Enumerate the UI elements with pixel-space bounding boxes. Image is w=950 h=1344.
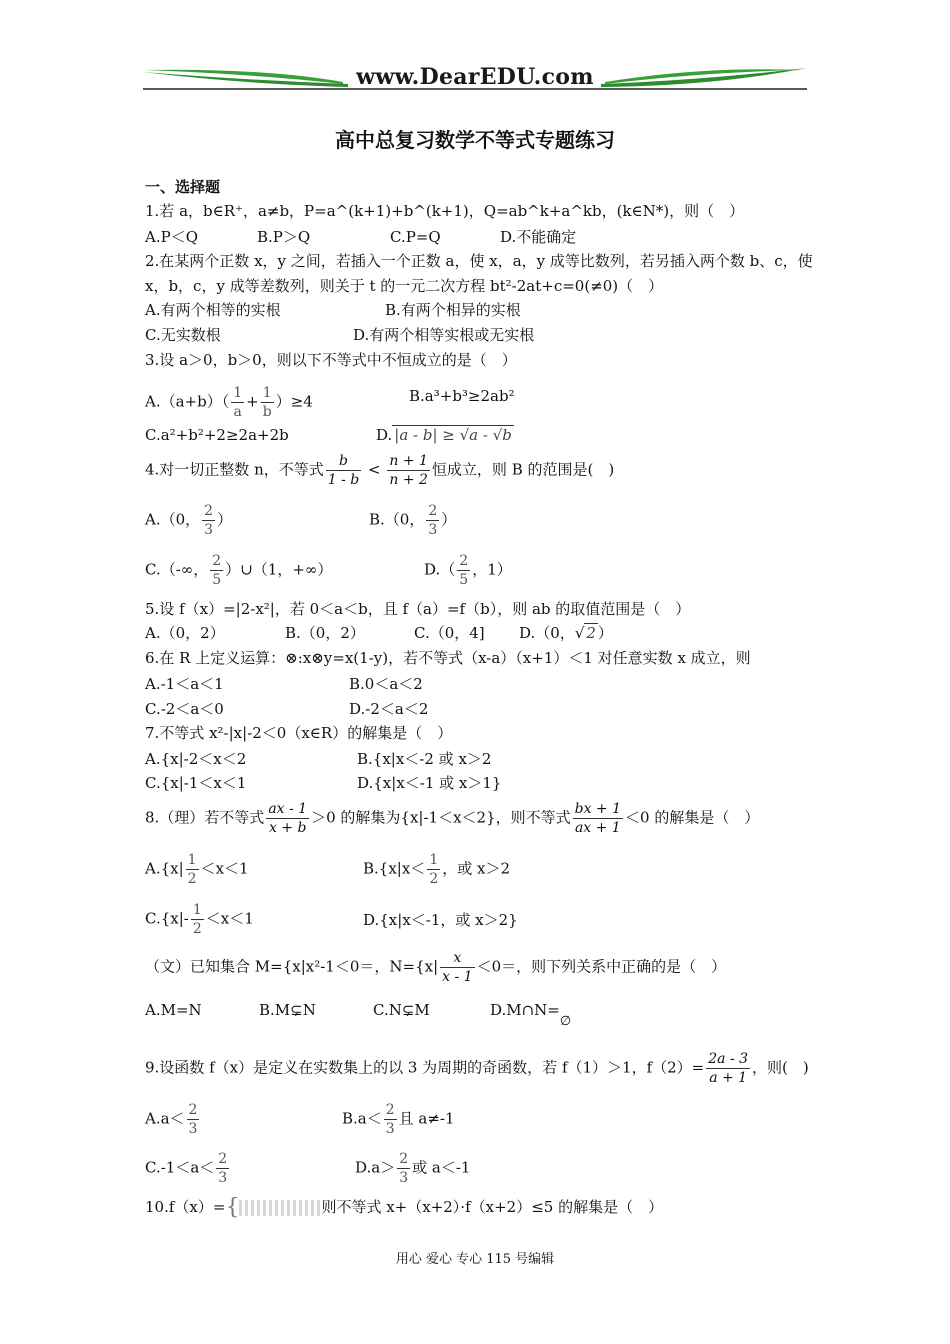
fraction-denominator: 5: [212, 572, 222, 588]
q9-stem-prefix: 9.设函数 f（x）是定义在实数集上的以 3 为周期的奇函数，若 f（1）＞1，f（2）=: [145, 1058, 705, 1077]
q8-wen-option-b: B.M⊊N: [259, 1001, 316, 1019]
empty-set-symbol: ∅: [559, 1014, 572, 1029]
fraction-numerator: 2: [204, 503, 214, 519]
q8-option-c: [145, 901, 254, 938]
fraction-numerator: 2: [212, 553, 222, 569]
banner-site-text: www.DearEDU.com: [356, 64, 594, 90]
question-3-stem: 3.设 a＞0，b＞0，则以下不等式中不恒成立的是（ ）: [145, 351, 517, 369]
fraction-bx-1-over-ax-1: [573, 800, 623, 837]
fraction-1-over-b: [261, 384, 274, 421]
q1-option-d: D.不能确定: [500, 228, 577, 246]
fraction-2-over-3: [397, 1150, 410, 1187]
q3-d-expression: |a - b| ≥ √a - √b: [394, 426, 512, 444]
q10-stem-prefix: 10.f（x）=: [145, 1198, 226, 1216]
fraction-denominator: 1 - b: [327, 472, 360, 488]
fraction-x-over-x-1: [440, 949, 474, 986]
q2-option-a: A.有两个相等的实根: [145, 301, 281, 319]
q10-stem-suffix: 则不等式 x+（x+2）·f（x+2）≤5 的解集是（ ）: [321, 1198, 664, 1216]
q4-stem-prefix: 4.对一切正整数 n，不等式: [145, 460, 324, 479]
question-7-stem: 7.不等式 x²-|x|-2＜0（x∈R）的解集是（ ）: [145, 724, 453, 742]
q4-b-suffix: ）: [441, 510, 457, 529]
q8-stem-suffix: ＜0 的解集是（ ）: [625, 808, 760, 827]
q4-b-prefix: B.（0，: [369, 510, 425, 529]
q5-option-d: [519, 623, 613, 643]
q8-wen-option-a: A.M=N: [145, 1001, 202, 1019]
page-footer: 用心 爱心 专心 115 号编辑: [395, 1252, 555, 1267]
fraction-2-over-5: [210, 552, 223, 589]
q7-option-b: B.{x|x＜-2 或 x＞2: [357, 750, 492, 768]
fraction-numerator: ax - 1: [268, 801, 308, 817]
fraction-numerator: bx + 1: [574, 801, 622, 817]
q9-stem-suffix: ，则( ): [752, 1058, 809, 1077]
question-8-wen-stem: [145, 949, 726, 986]
fraction-denominator: 3: [188, 1121, 198, 1137]
q3-option-b: B.a³+b³≥2ab²: [409, 387, 515, 405]
q1-option-a: A.P＜Q: [145, 228, 198, 246]
fraction-denominator: ax + 1: [574, 820, 621, 836]
fraction-denominator: x - 1: [442, 969, 473, 985]
q8-wen-suffix: ＜0＝，则下列关系中正确的是（ ）: [476, 957, 727, 976]
q4-option-b: [369, 502, 456, 539]
q8-b-suffix: ，或 x＞2: [442, 859, 511, 878]
q5-d-prefix: D.（0，: [519, 624, 575, 642]
q8-stem-prefix: 8.（理）若不等式: [145, 808, 265, 827]
q6-option-a: A.-1＜a＜1: [145, 675, 224, 693]
fraction-numerator: b: [326, 452, 362, 471]
q2-option-c: C.无实数根: [145, 326, 221, 344]
q2-option-b: B.有两个相异的实根: [385, 301, 521, 319]
q4-option-a: [145, 502, 232, 539]
question-4-stem: 4.对一切正整数 n，不等式 $\frac{b}{1 - b}$ < $\frac{n + 1}{n + 2}$ 恒成立，则 B 的范围是( ): [145, 453, 615, 488]
q8-a-prefix: A.{x|: [145, 859, 184, 878]
fraction-numerator: 1: [192, 902, 202, 918]
q6-option-c: C.-2＜a＜0: [145, 700, 224, 718]
q9-a-prefix: A.a＜: [145, 1109, 185, 1128]
question-10-stem: [145, 1195, 664, 1220]
q8-c-suffix: ＜x＜1: [205, 909, 254, 928]
q4-a-prefix: A.（0，: [145, 510, 201, 529]
fraction-2-over-3: [202, 502, 215, 539]
fraction-numerator: 1: [261, 384, 274, 403]
q8-a-suffix: ＜x＜1: [200, 859, 249, 878]
fraction-denominator: 3: [399, 1170, 409, 1186]
fraction-numerator: 2: [428, 503, 438, 519]
fraction-denominator: x + b: [268, 820, 307, 836]
fraction-numerator: x: [440, 949, 474, 968]
fraction-2-over-3: [384, 1101, 397, 1138]
fraction-numerator: 2: [385, 1102, 395, 1118]
q4-d-prefix: D.（: [424, 560, 456, 579]
fraction-numerator: 2: [218, 1151, 228, 1167]
q9-option-c: [145, 1150, 231, 1187]
fraction-denominator: 3: [385, 1121, 395, 1137]
q9-option-d: [355, 1150, 470, 1187]
fraction-2-over-3: [187, 1101, 200, 1138]
q8-wen-option-d: [490, 1000, 572, 1029]
fraction-ax-1-over-x-b: [266, 800, 309, 837]
q8-stem-middle: ＞0 的解集为{x|-1＜x＜2}，则不等式: [311, 808, 571, 827]
q4-c-suffix: ）∪（1，+∞）: [225, 560, 333, 579]
q4-option-c: [145, 552, 332, 589]
q9-b-suffix: 且 a≠-1: [398, 1109, 455, 1128]
sqrt-radicand: 2: [586, 624, 596, 642]
piecewise-brace: {: [225, 1195, 240, 1220]
q6-option-b: B.0＜a＜2: [349, 675, 423, 693]
fraction-2a-3-over-a-1: [706, 1050, 750, 1087]
q8-wd-prefix: D.M∩N=: [490, 1001, 560, 1019]
fraction-b-over-1-minus-b: [326, 452, 362, 489]
q8-option-a: [145, 851, 249, 888]
q7-option-c: C.{x|-1＜x＜1: [145, 774, 247, 792]
q7-option-a: A.{x|-2＜x＜2: [145, 750, 247, 768]
question-9-stem: [145, 1050, 809, 1087]
fraction-denominator: 3: [218, 1170, 228, 1186]
fraction-denominator: 2: [429, 871, 439, 887]
fraction-numerator: 2: [188, 1102, 198, 1118]
fraction-denominator: 2: [187, 871, 197, 887]
q5-option-c: C.（0，4]: [414, 624, 485, 642]
fraction-denominator: 2: [192, 921, 202, 937]
q8-option-d: D.{x|x＜-1，或 x＞2}: [363, 911, 518, 929]
sqrt-symbol: √: [574, 624, 585, 642]
q8-b-prefix: B.{x|x＜: [363, 859, 426, 878]
q4-stem-suffix: 恒成立，则 B 的范围是( ): [431, 460, 615, 479]
fraction-numerator: n + 1: [389, 453, 428, 469]
q5-option-a: A.（0，2）: [145, 624, 225, 642]
question-1-stem: 1.若 a，b∈R⁺，a≠b，P=a^(k+1)+b^(k+1)，Q=ab^k+a^kb，(k∈N*)，则（ ）: [145, 202, 745, 220]
page-title: 高中总复习数学不等式专题练习: [335, 128, 615, 152]
q8-c-prefix: C.{x|-: [145, 909, 189, 928]
question-2-stem-1: 2.在某两个正数 x，y 之间，若插入一个正数 a，使 x，a，y 成等比数列，若另插入两个数 b、c，使: [145, 252, 813, 270]
question-8-stem: [145, 800, 759, 837]
fraction-2-over-3: [426, 502, 439, 539]
fraction-1-over-a: [231, 384, 244, 421]
q4-a-suffix: ）: [217, 510, 233, 529]
q5-option-b: B.（0，2）: [285, 624, 365, 642]
fraction-1-over-2: [191, 901, 204, 938]
q1-option-c: C.P=Q: [390, 228, 441, 246]
fraction-denominator: a + 1: [709, 1070, 748, 1086]
fraction-denominator: 3: [204, 522, 214, 538]
q5-d-suffix: ）: [597, 624, 613, 642]
q9-option-b: [342, 1101, 455, 1138]
fraction-n1-over-n2: [387, 452, 430, 489]
fraction-denominator: n + 2: [389, 472, 428, 488]
fraction-denominator: b: [262, 404, 272, 420]
q9-b-prefix: B.a＜: [342, 1109, 382, 1128]
question-2-stem-2: x，b，c，y 成等差数列，则关于 t 的一元二次方程 bt²-2at+c=0(≠0)（ ）: [145, 277, 664, 295]
piecewise-definition-image: [239, 1200, 321, 1216]
q3-option-a: A.（a+b）（ $\frac{1}{a}$ + $\frac{1}{b}$ ）≥4: [145, 385, 313, 420]
q4-option-d: [424, 552, 512, 589]
fraction-2-over-5: [457, 552, 470, 589]
fraction-numerator: 1: [429, 852, 439, 868]
fraction-numerator: 1: [187, 852, 197, 868]
q9-d-prefix: D.a＞: [355, 1158, 396, 1177]
q8-wen-option-c: C.N⊊M: [373, 1001, 430, 1019]
fraction-numerator: 2: [459, 553, 469, 569]
q9-c-prefix: C.-1＜a＜: [145, 1158, 215, 1177]
q4-d-suffix: ，1）: [472, 560, 512, 579]
q9-d-suffix: 或 a＜-1: [412, 1158, 471, 1177]
question-6-stem: 6.在 R 上定义运算：⊗:x⊗y=x(1-y)，若不等式（x-a）（x+1）＜1 对任意实数 x 成立，则: [145, 649, 751, 667]
q6-option-d: D.-2＜a＜2: [349, 700, 429, 718]
section-heading: 一、选择题: [145, 178, 221, 196]
q9-option-a: [145, 1101, 201, 1138]
q1-option-b: B.P＞Q: [257, 228, 311, 246]
fraction-denominator: a: [233, 404, 242, 420]
q3-option-d: [376, 425, 514, 445]
fraction-2-over-3: [216, 1150, 229, 1187]
fraction-1-over-2: [427, 851, 440, 888]
q8-option-b: [363, 851, 510, 888]
fraction-denominator: 5: [459, 572, 469, 588]
header-banner: [143, 62, 807, 94]
q8-wen-prefix: （文）已知集合 M={x|x²-1＜0＝，N={x|: [145, 957, 439, 976]
fraction-denominator: 3: [428, 522, 438, 538]
q3-option-c: C.a²+b²+2≥2a+2b: [145, 426, 289, 444]
q2-option-d: D.有两个相等实根或无实根: [353, 326, 535, 344]
q3-a-prefix: A.（a+b）（: [145, 392, 230, 411]
q4-c-prefix: C.（-∞，: [145, 560, 209, 579]
q3-a-suffix: ）≥4: [275, 392, 313, 411]
fraction-1-over-2: [186, 851, 199, 888]
fraction-numerator: 2a - 3: [708, 1051, 749, 1067]
question-5-stem: 5.设 f（x）=|2-x²|，若 0＜a＜b，且 f（a）=f（b），则 ab 的取值范围是（ ）: [145, 600, 691, 618]
fraction-numerator: 2: [399, 1151, 409, 1167]
q3-d-prefix: D.: [376, 426, 393, 444]
q7-option-d: D.{x|x＜-1 或 x＞1}: [357, 774, 502, 792]
fraction-numerator: 1: [233, 385, 243, 401]
